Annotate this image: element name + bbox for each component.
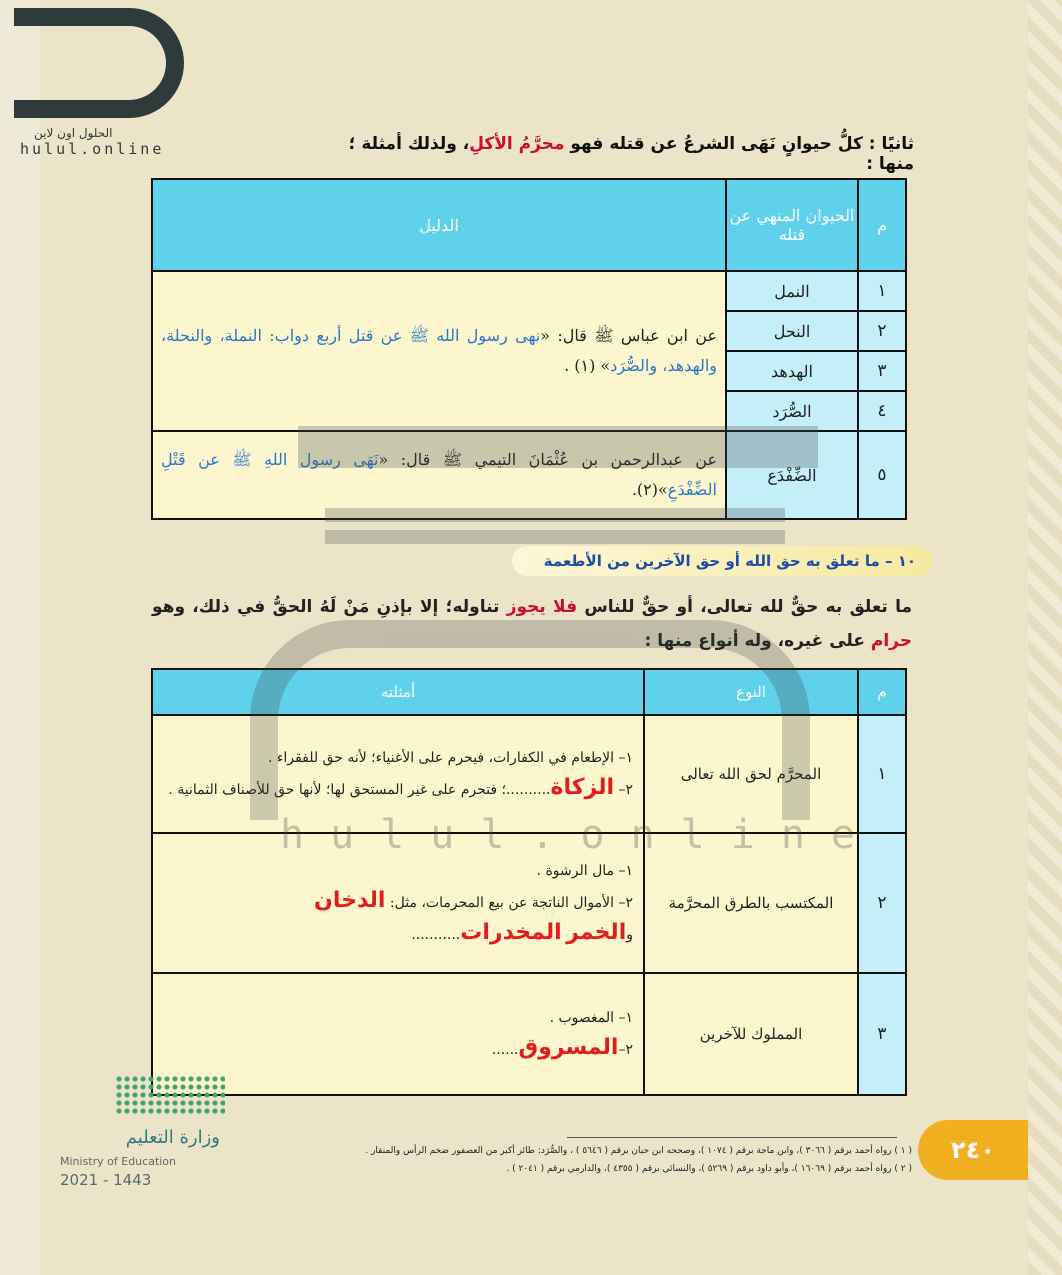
ministry-name-en: Ministry of Education	[60, 1155, 177, 1168]
col-num: م	[858, 179, 906, 271]
col-examples: أمثلته	[152, 669, 644, 715]
col-animal: الحيوان المنهي عن قتله	[726, 179, 858, 271]
examples-cell: ١– الإطعام في الكفارات، فيحرم على الأغنياء؛ لأنه حق للفقراء . ٢– الزكاة..........؛ فتحرم على غير المستحق لها؛ لأنها حق للأصناف الثمانية .	[152, 715, 644, 833]
intro-text: ثانيًا : كلُّ حيوانٍ نَهَى الشرعُ عن قتله فهو	[564, 134, 914, 154]
animal-cell: الضِّفْدَع	[726, 431, 858, 519]
animal-cell: النمل	[726, 271, 858, 311]
footnote: ( ٢ ) رواه أحمد برقم ( ١٦٠٦٩ )، وأبو داود برقم ( ٥٢٦٩ )، والنسائي برقم ( ٤٣٥٥ )، والدارمي برقم ( ٢٠٤١ ) .	[506, 1164, 912, 1174]
footnote-divider	[567, 1137, 897, 1138]
page-number: ٢٤٠	[918, 1120, 1028, 1180]
row-num: ١	[858, 271, 906, 311]
intro-highlight: محرَّمُ الأكلِ	[469, 134, 565, 154]
footnote: ( ١ ) رواه أحمد برقم ( ٣٠٦٦ )، وابن ماجة برقم ( ١٠٧٤ )، وصححه ابن حبان برقم ( ٥٦٤٦ ) ، والصُّرَد: طائر أكبر من العصفور ضخم الرأس والمنقار .	[365, 1146, 912, 1156]
handwritten-answer: الزكاة	[550, 775, 615, 800]
type-cell: المحرَّم لحق الله تعالى	[644, 715, 858, 833]
examples-cell: ١– مال الرشوة . ٢– الأموال الناتجة عن بيع المحرمات، مثل: الدخان والخمر المخدرات...........	[152, 833, 644, 973]
ministry-logo	[60, 1075, 220, 1195]
logo-mark	[14, 8, 184, 118]
handwritten-answer: المخدرات	[460, 920, 562, 945]
proof-cell: عن عبدالرحمن بن عُثْمَانَ التيمي ﷺ قال: «نَهَى رسول اللهِ ﷺ عن قَتْلِ الضِّفْدَعِ»(٢).	[152, 431, 726, 519]
animal-cell: الهدهد	[726, 351, 858, 391]
row-num: ١	[858, 715, 906, 833]
hulul-logo	[14, 8, 204, 158]
ministry-emblem-icon	[115, 1075, 225, 1115]
proof-cell: عن ابن عباس ﷺ قال: «نهى رسول الله ﷺ عن قتل أربع دواب: النملة، والنحلة، والهدهد، والصُّرَد» (١) .	[152, 271, 726, 431]
row-num: ٣	[858, 973, 906, 1095]
section-paragraph: ما تعلق به حقٌّ لله تعالى، أو حقٌّ للناس فلا يجوز تناوله؛ إلا بإذنِ مَنْ لَهُ الحقُّ في ذلك، وهو حرام على غيره، وله أنواع منها :	[152, 597, 912, 651]
type-cell: المكتسب بالطرق المحرَّمة	[644, 833, 858, 973]
intro-text-end: ، ولذلك أمثلة ؛ منها :	[348, 134, 914, 174]
ministry-name: وزارة التعليم	[125, 1127, 220, 1148]
side-ornament	[1028, 0, 1062, 1275]
handwritten-answer: الخمر	[566, 920, 627, 945]
row-num: ٥	[858, 431, 906, 519]
rights-types-table	[151, 668, 907, 1096]
handwritten-answer: الدخان	[314, 888, 386, 913]
ministry-year: 2021 - 1443	[60, 1171, 152, 1189]
row-num: ٣	[858, 351, 906, 391]
handwritten-answer: المسروق	[518, 1035, 619, 1060]
logo-site: hulul.online	[20, 140, 165, 158]
col-type: النوع	[644, 669, 858, 715]
row-num: ٤	[858, 391, 906, 431]
type-cell: المملوك للآخرين	[644, 973, 858, 1095]
watermark-site: hulul.online	[280, 812, 881, 858]
logo-tagline: الحلول اون لاين	[34, 126, 113, 140]
forbidden-animals-table	[151, 178, 907, 520]
intro-line	[314, 134, 914, 174]
animal-cell: الصُّرَد	[726, 391, 858, 431]
section-title: ١٠ – ما تعلق به حق الله أو حق الآخرين من الأطعمة	[512, 546, 932, 576]
col-proof: الدليل	[152, 179, 726, 271]
animal-cell: النحل	[726, 311, 858, 351]
col-num: م	[858, 669, 906, 715]
row-num: ٢	[858, 311, 906, 351]
row-num: ٢	[858, 833, 906, 973]
examples-cell: ١– المغصوب . ٢–المسروق......	[152, 973, 644, 1095]
